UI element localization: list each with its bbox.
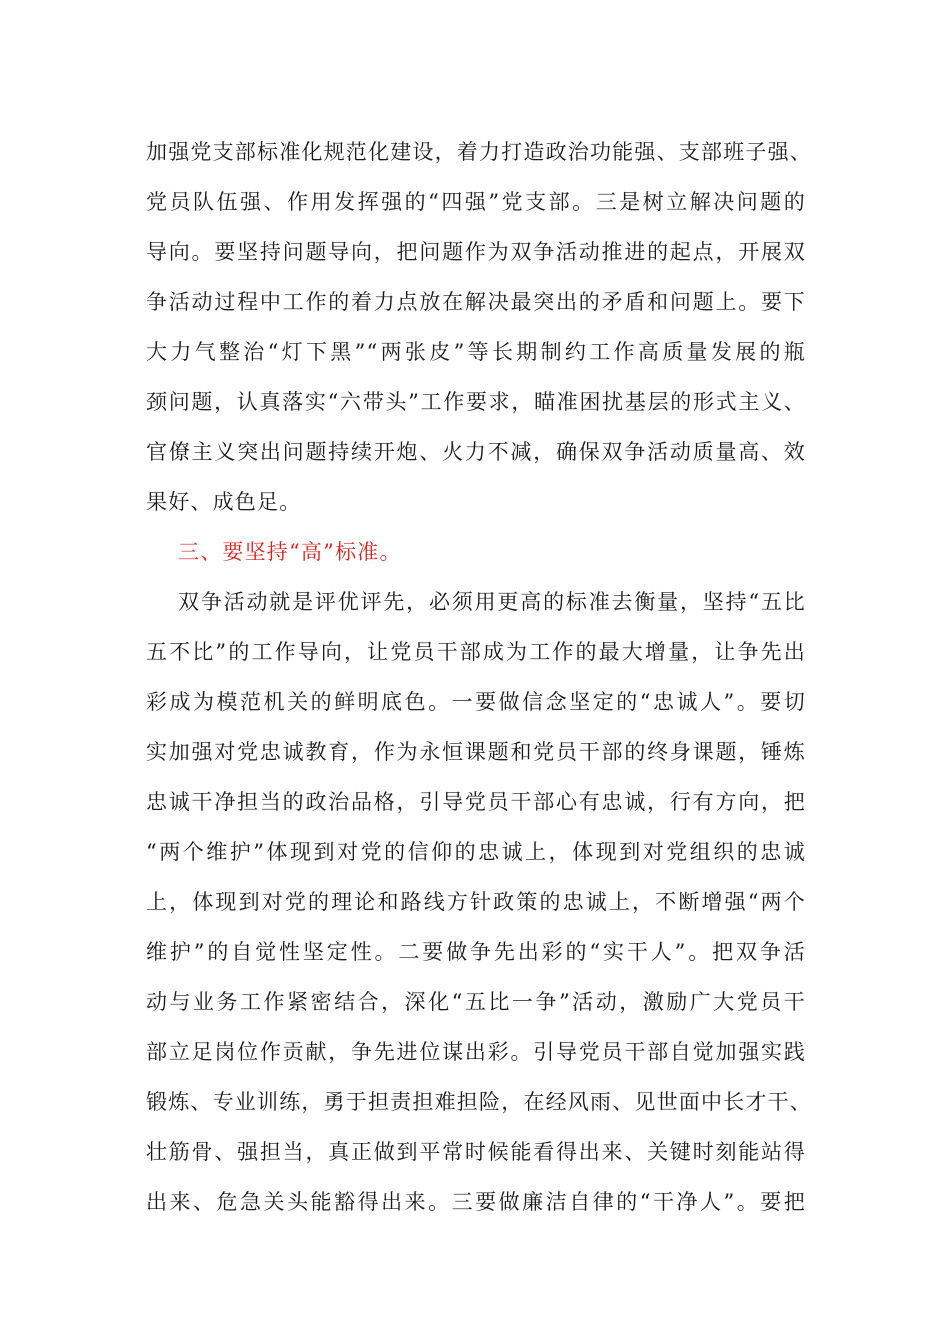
body-text-line: 导向。要坚持问题导向，把问题作为双争活动推进的起点，开展双 [146,240,806,264]
body-text-line: 部立足岗位作贡献，争先进位谋出彩。引导党员干部自觉加强实践 [146,1040,806,1064]
body-text-line: 忠诚干净担当的政治品格，引导党员干部心有忠诚，行有方向，把 [146,790,806,814]
body-text-line: 加强党支部标准化规范化建设，着力打造政治功能强、支部班子强、 [146,140,812,164]
body-text-line: 争活动过程中工作的着力点放在解决最突出的矛盾和问题上。要下 [146,290,806,314]
body-text-line: 维护”的自觉性坚定性。二要做争先出彩的“实干人”。把双争活 [146,940,806,964]
body-text-line: 壮筋骨、强担当，真正做到平常时候能看得出来、关键时刻能站得 [146,1140,806,1164]
body-text-line: 果好、成色足。 [146,490,302,514]
body-text-line: 党员队伍强、作用发挥强的“四强”党支部。三是树立解决问题的 [146,190,806,214]
body-text-line: 上，体现到对党的理论和路线方针政策的忠诚上，不断增强“两个 [146,890,806,914]
body-text-line: 动与业务工作紧密结合，深化“五比一争”活动，激励广大党员干 [146,990,806,1014]
body-text-line: 锻炼、专业训练，勇于担责担难担险，在经风雨、见世面中长才干、 [146,1090,812,1114]
body-text-line: 出来、危急关头能豁得出来。三要做廉洁自律的“干净人”。要把 [146,1190,806,1214]
body-text-line: 实加强对党忠诚教育，作为永恒课题和党员干部的终身课题，锤炼 [146,740,806,764]
section-heading: 三、要坚持“高”标准。 [178,540,402,564]
body-text-line: 官僚主义突出问题持续开炮、火力不减，确保双争活动质量高、效 [146,440,806,464]
body-text-line: 双争活动就是评优评先，必须用更高的标准去衡量，坚持“五比 [178,590,806,614]
body-text-line: 彩成为模范机关的鲜明底色。一要做信念坚定的“忠诚人”。要切 [146,690,806,714]
body-text-line: 大力气整治“灯下黑”“两张皮”等长期制约工作高质量发展的瓶 [146,340,806,364]
body-text-line: “两个维护”体现到对党的信仰的忠诚上，体现到对党组织的忠诚 [146,840,806,864]
body-text-line: 颈问题，认真落实“六带头”工作要求，瞄准困扰基层的形式主义、 [146,390,806,414]
body-text-line: 五不比”的工作导向，让党员干部成为工作的最大增量，让争先出 [146,640,806,664]
